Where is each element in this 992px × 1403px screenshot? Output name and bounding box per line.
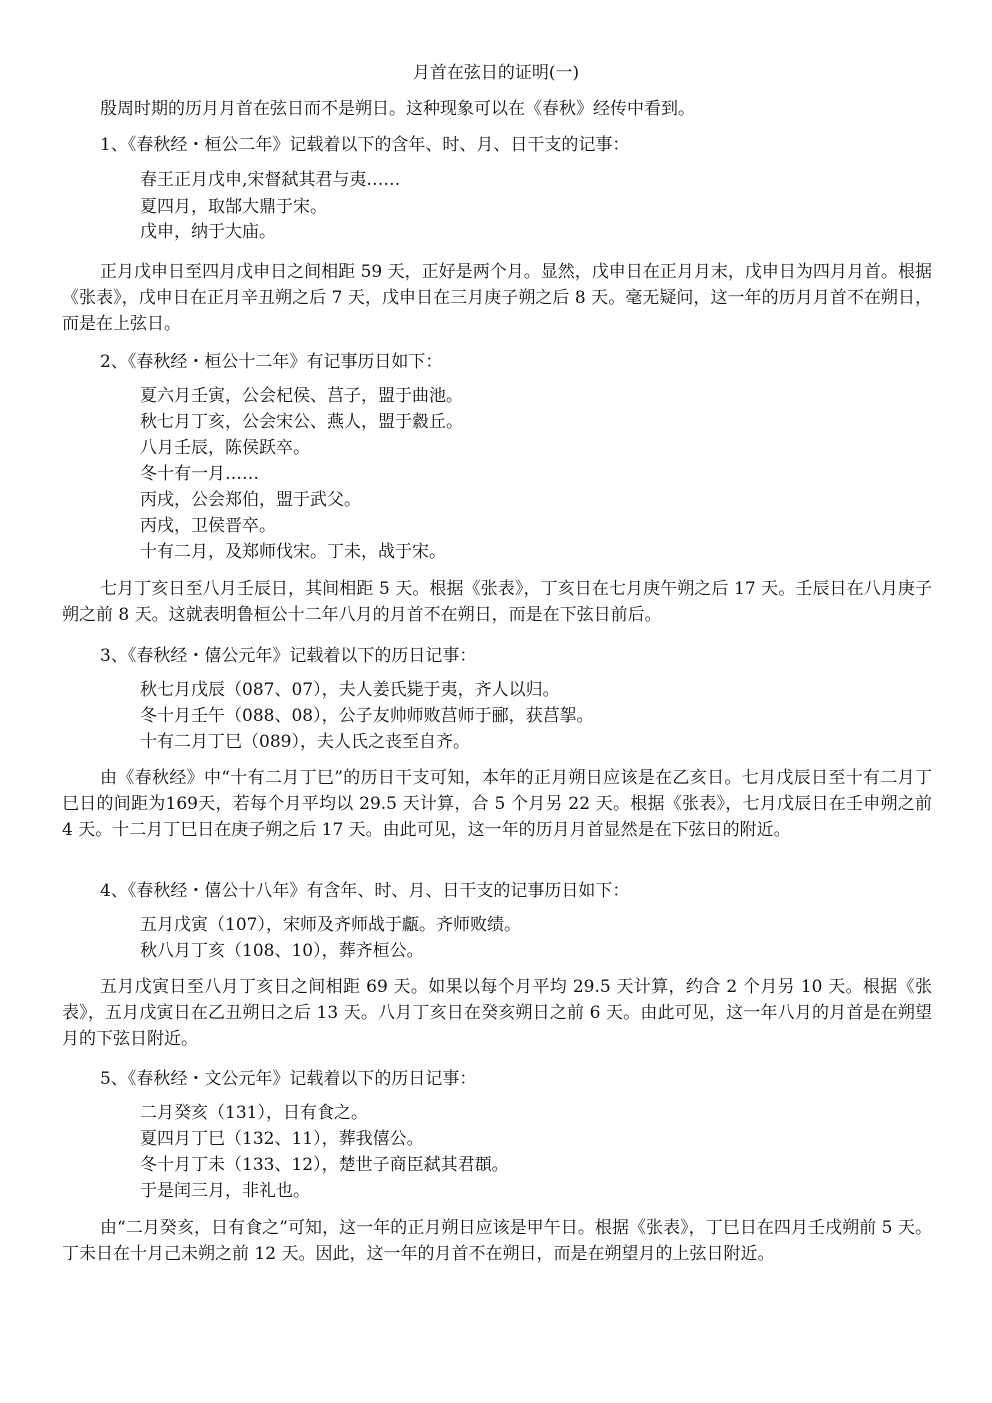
section-4-paragraph: 五月戊寅日至八月丁亥日之间相距 69 天。如果以每个月平均 29.5 天计算，约合 2 个月另 10 天。根据《张表》，五月戊寅日在乙丑朔日之后 13 天。八月丁亥日在癸亥朔日之前 6 天。由此可见，这一年八月的月首是在朔望月的下弦日附近。: [62, 977, 932, 1049]
section-4-quote: 秋八月丁亥（108、10），葬齐桓公。: [140, 941, 424, 961]
section-2-quote: 秋七月丁亥，公会宋公、燕人，盟于縠丘。: [140, 412, 463, 432]
section-2-heading: 2、《春秋经・桓公十二年》有记事历日如下：: [100, 352, 443, 372]
section-3-quote: 秋七月戊辰（087、07），夫人姜氏毙于夷，齐人以归。: [140, 680, 560, 700]
section-1-heading: 1、《春秋经・桓公二年》记载着以下的含年、时、月、日干支的记事：: [100, 135, 630, 155]
section-2-paragraph: 七月丁亥日至八月壬辰日，其间相距 5 天。根据《张表》，丁亥日在七月庚午朔之后 17 天。壬辰日在八月庚子朔之前 8 天。这就表明鲁桓公十二年八月的月首不在朔日，而是在下弦日前后。: [62, 579, 932, 625]
section-1-paragraph: 正月戊申日至四月戊申日之间相距 59 天，正好是两个月。显然，戊申日在正月月末，戊申日为四月月首。根据《张表》，戊申日在正月辛丑朔之后 7 天，戊申日在三月庚子朔之后 8 天。毫无疑问，这一年的历月月首不在朔日，而是在上弦日。: [62, 262, 932, 334]
section-2-quote: 丙戌，卫侯晋卒。: [140, 516, 276, 536]
section-5-quote: 冬十月丁未（133、12），楚世子商臣弑其君頵。: [140, 1155, 509, 1175]
section-4-quote: 五月戊寅（107），宋师及齐师战于甗。齐师败绩。: [140, 915, 521, 935]
section-4-heading: 4、《春秋经・僖公十八年》有含年、时、月、日干支的记事历日如下：: [100, 881, 630, 901]
section-5-heading: 5、《春秋经・文公元年》记载着以下的历日记事：: [100, 1069, 477, 1089]
section-1-quote: 戊申，纳于大庙。: [140, 222, 276, 242]
section-5-quote: 夏四月丁巳（132、11），葬我僖公。: [140, 1129, 424, 1149]
section-5-quote: 于是闰三月，非礼也。: [140, 1181, 310, 1201]
section-2-quote: 八月壬辰，陈侯跃卒。: [140, 438, 310, 458]
section-1-quote: 夏四月，取郜大鼎于宋。: [140, 197, 327, 217]
section-3-quote: 十有二月丁巳（089），夫人氏之丧至自齐。: [140, 732, 470, 752]
intro-text: 殷周时期的历月月首在弦日而不是朔日。这种现象可以在《春秋》经传中看到。: [100, 99, 695, 119]
section-1-quote: 春王正月戊申,宋督弑其君与夷……: [140, 170, 401, 190]
section-5-paragraph: 由“二月癸亥，日有食之”可知，这一年的正月朔日应该是甲午日。根据《张表》，丁巳日在四月壬戌朔前 5 天。丁未日在十月己未朔之前 12 天。因此，这一年的月首不在朔日，而是在朔望月的上弦日附近。: [62, 1218, 932, 1264]
section-3-paragraph: 由《春秋经》中“十有二月丁巳”的历日干支可知，本年的正月朔日应该是在乙亥日。七月戊辰日至十有二月丁巳日的间距为169天，若每个月平均以 29.5 天计算，合 5 个月另 22 天。根据《张表》，七月戊辰日在壬申朔之前 4 天。十二月丁巳日在庚子朔之后 17 天。由此可见，这一年的历月月首显然是在下弦日的附近。: [62, 768, 932, 840]
section-3-quote: 冬十月壬午（088、08），公子友帅师败莒师于郦，获莒挐。: [140, 706, 594, 726]
document-title: 月首在弦日的证明(一): [412, 63, 580, 83]
section-2-quote: 冬十有一月……: [140, 464, 259, 484]
section-2-quote: 十有二月，及郑师伐宋。丁未，战于宋。: [140, 542, 446, 562]
section-5-quote: 二月癸亥（131），日有食之。: [140, 1103, 368, 1123]
section-2-quote: 夏六月壬寅，公会杞侯、莒子，盟于曲池。: [140, 386, 463, 406]
section-2-quote: 丙戌，公会郑伯，盟于武父。: [140, 490, 361, 510]
section-3-heading: 3、《春秋经・僖公元年》记载着以下的历日记事：: [100, 646, 477, 666]
